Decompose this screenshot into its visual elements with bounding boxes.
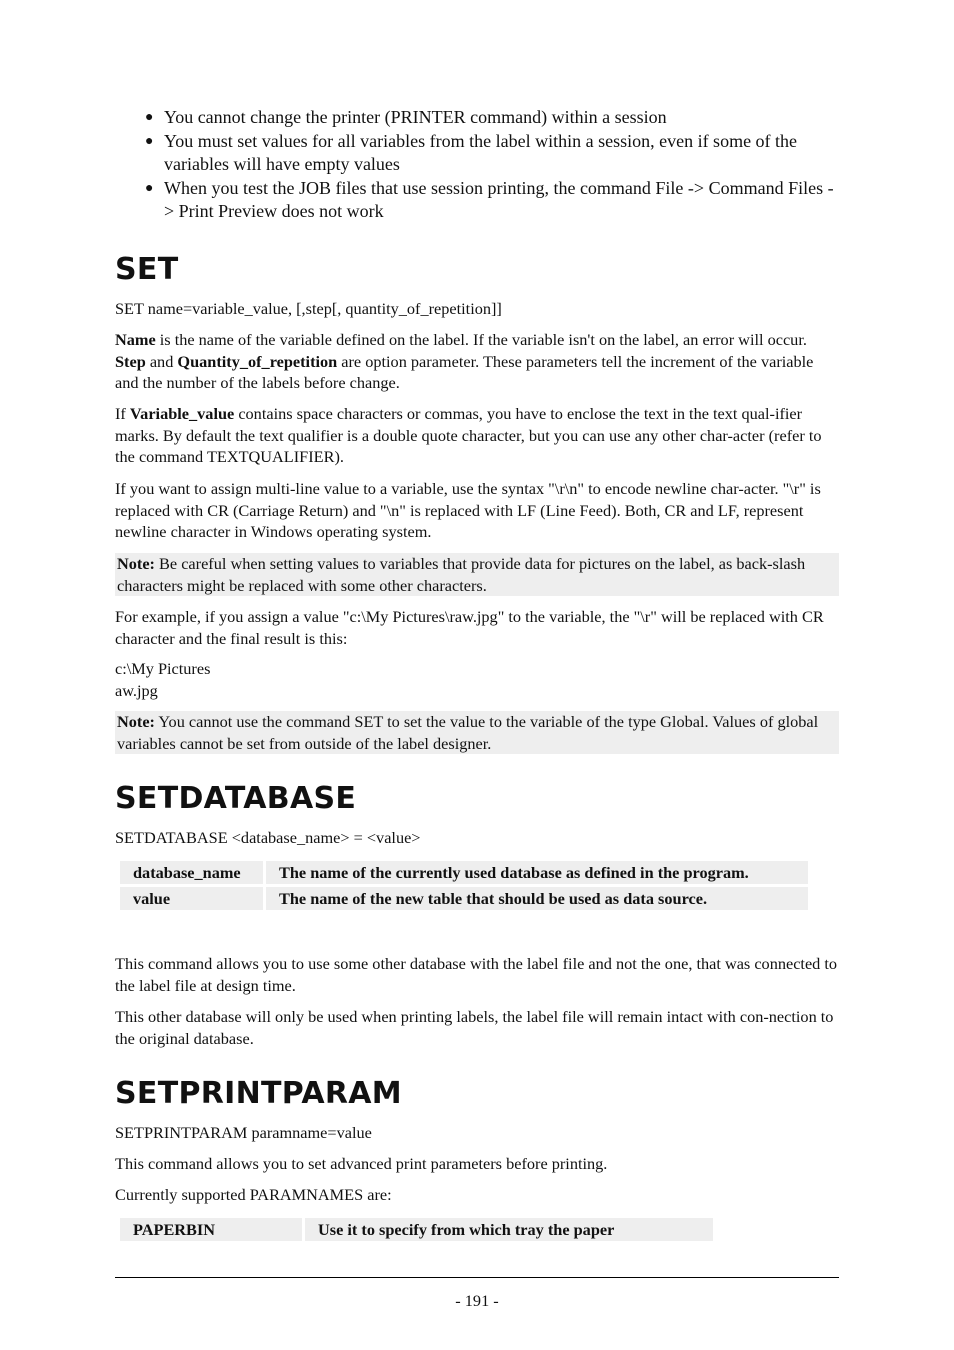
setdatabase-params-table: [117, 858, 811, 913]
setprintparam-paragraph-2: Currently supported PARAMNAMES are:: [115, 1185, 392, 1204]
setprintparam-paragraph-1: This command allows you to set advanced print parameters before printing.: [115, 1154, 608, 1173]
setdatabase-paragraph-1: This command allows you to use some other database with the label file and not the one, that was connected to the label file at design time.: [115, 954, 838, 995]
set-example-paragraph: For example, if you assign a value "c:\My Pictures\raw.jpg" to the variable, the "\r" will be replaced with CR character and the final result is this:: [115, 607, 824, 648]
set-heading: SET: [115, 252, 179, 287]
table-row: database_name The name of the currently used database as defined in the program.: [120, 861, 808, 884]
footer-divider: [115, 1277, 839, 1278]
setdatabase-paragraph-2: This other database will only be used when printing labels, the label file will remain intact with con-nection to the original database.: [115, 1007, 834, 1048]
list-item: ● You cannot change the printer (PRINTER command) within a session: [145, 106, 835, 130]
set-syntax: SET name=variable_value, [,step[, quantity_of_repetition]]: [115, 299, 502, 318]
setprintparam-params-table: [117, 1215, 716, 1244]
setdatabase-heading: SETDATABASE: [115, 781, 357, 816]
set-result-line-1: c:\My Pictures: [115, 659, 211, 678]
bullet-icon: ●: [145, 110, 154, 125]
set-result-line-2: aw.jpg: [115, 681, 158, 700]
set-variable-value-paragraph: If Variable_value contains space characters or commas, you have to enclose the text in the text qual-ifier marks. By default the text qualifier is a double quote character, but you can use any other char-acter (refer to the command TEXTQUALIFIER).: [115, 404, 822, 467]
set-note-backslash: Note: Be careful when setting values to variables that provide data for pictures on the label, as back-slash characters might be replaced with some other characters.: [115, 553, 839, 596]
setdatabase-syntax: SETDATABASE <database_name> = <value>: [115, 828, 421, 847]
set-name-paragraph: Name is the name of the variable defined on the label. If the variable isn't on the label, an error will occur. Step and Quantity_of_repetition are option parameter. These parameters tell the increment of the variable and the number of the labels before change.: [115, 330, 814, 393]
bullet-icon: ●: [145, 180, 154, 196]
setprintparam-syntax: SETPRINTPARAM paramname=value: [115, 1123, 372, 1142]
table-row: value The name of the new table that should be used as data source.: [120, 887, 808, 910]
list-item: ● When you test the JOB files that use session printing, the command File -> Command Files -> Print Preview does not work: [145, 177, 834, 221]
bullet-icon: ●: [145, 133, 154, 149]
set-multiline-paragraph: If you want to assign multi-line value to a variable, use the syntax "\r\n" to encode newline char-acter. "\r" is replaced with CR (Carriage Return) and "\n" is replaced with LF (Line Feed). Both, CR and LF, represent newline character in Windows operating system.: [115, 479, 821, 542]
set-note-global: Note: You cannot use the command SET to set the value to the variable of the type Global. Values of global variables cannot be set from outside of the label designer.: [115, 711, 839, 754]
session-restrictions-list: [145, 106, 835, 224]
list-item: ● You must set values for all variables from the label within a session, even if some of the variables will have empty values: [145, 130, 798, 174]
table-row: PAPERBIN Use it to specify from which tray the paper: [120, 1218, 713, 1241]
setprintparam-heading: SETPRINTPARAM: [115, 1076, 402, 1111]
page-number: - 191 -: [455, 1291, 499, 1310]
